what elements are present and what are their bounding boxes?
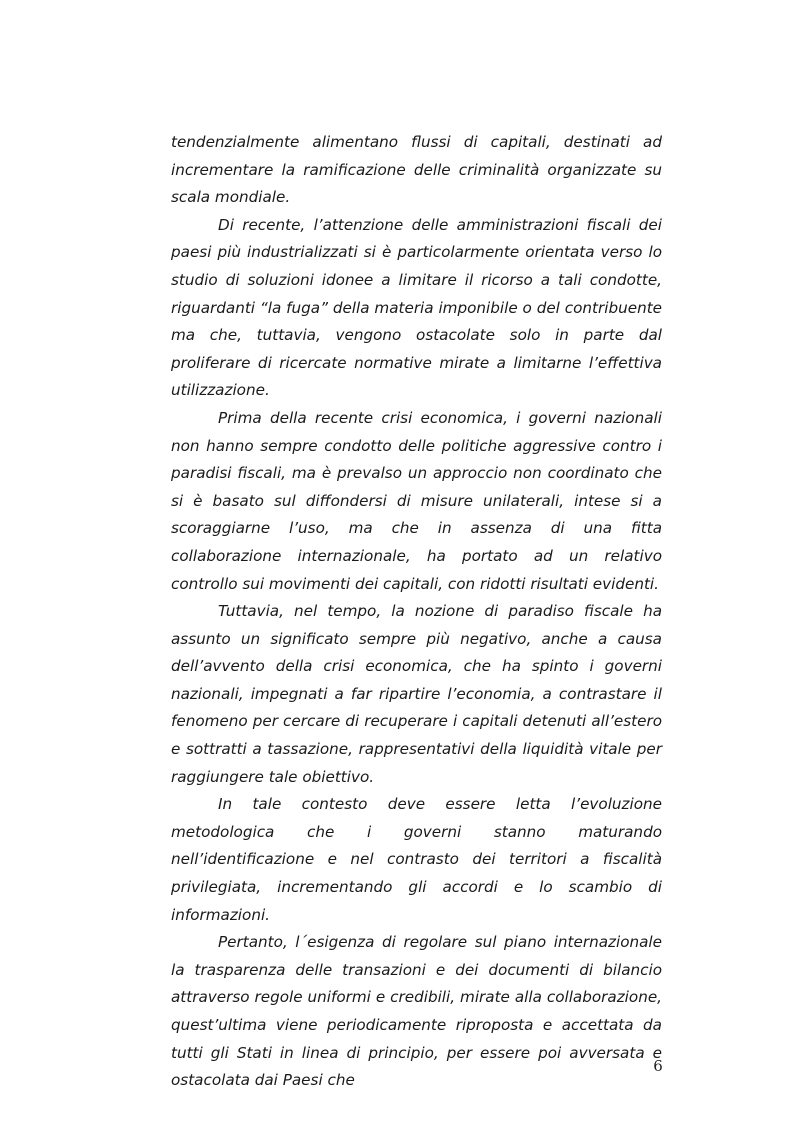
- page-number: 6: [653, 1057, 663, 1075]
- paragraph: Di recente, l’attenzione delle amministrazioni fiscali dei paesi più industrializzati si è particolarmente orientata verso lo studio di soluzioni idonee a limitare il ricorso a tali condotte, riguardanti “la fuga” della materia imponibile o del contribuente ma che, tuttavia, vengono ostacolate solo in parte dal proliferare di ricercate normative mirate a limitarne l’effettiva utilizzazione.: [171, 215, 662, 400]
- paragraph: Pertanto, l´esigenza di regolare sul piano internazionale la trasparenza delle transazioni e dei documenti di bilancio attraverso regole uniformi e credibili, mirate alla collaborazione, quest’ultima viene periodicamente riproposta e accettata da tutti gli Stati in linea di principio, per essere poi avversata e ostacolata dai Paesi che: [171, 933, 662, 1090]
- paragraph-continuation: tendenzialmente alimentano flussi di capitali, destinati ad incrementare la ramificazione delle criminalità organizzate su scala mondiale.: [171, 133, 662, 207]
- body-text: [171, 129, 662, 1095]
- paragraph: Prima della recente crisi economica, i governi nazionali non hanno sempre condotto delle politiche aggressive contro i paradisi fiscali, ma è prevalso un approccio non coordinato che si è basato sul diffondersi di misure unilaterali, intese si a scoraggiarne l’uso, ma che in assenza di una fitta collaborazione internazionale, ha portato ad un relativo controllo sui movimenti dei capitali, con ridotti risultati evidenti.: [171, 408, 662, 593]
- paragraph: In tale contesto deve essere letta l’evoluzione metodologica che i governi stanno maturando nell’identificazione e nel contrasto dei territori a fiscalità privilegiata, incrementando gli accordi e lo scambio di informazioni.: [171, 795, 662, 924]
- paragraph: Tuttavia, nel tempo, la nozione di paradiso fiscale ha assunto un significato sempre più negativo, anche a causa dell’avvento della crisi economica, che ha spinto i governi nazionali, impegnati a far ripartire l’economia, a contrastare il fenomeno per cercare di recuperare i capitali detenuti all’estero e sottratti a tassazione, rappresentativi della liquidità vitale per raggiungere tale obiettivo.: [171, 602, 662, 786]
